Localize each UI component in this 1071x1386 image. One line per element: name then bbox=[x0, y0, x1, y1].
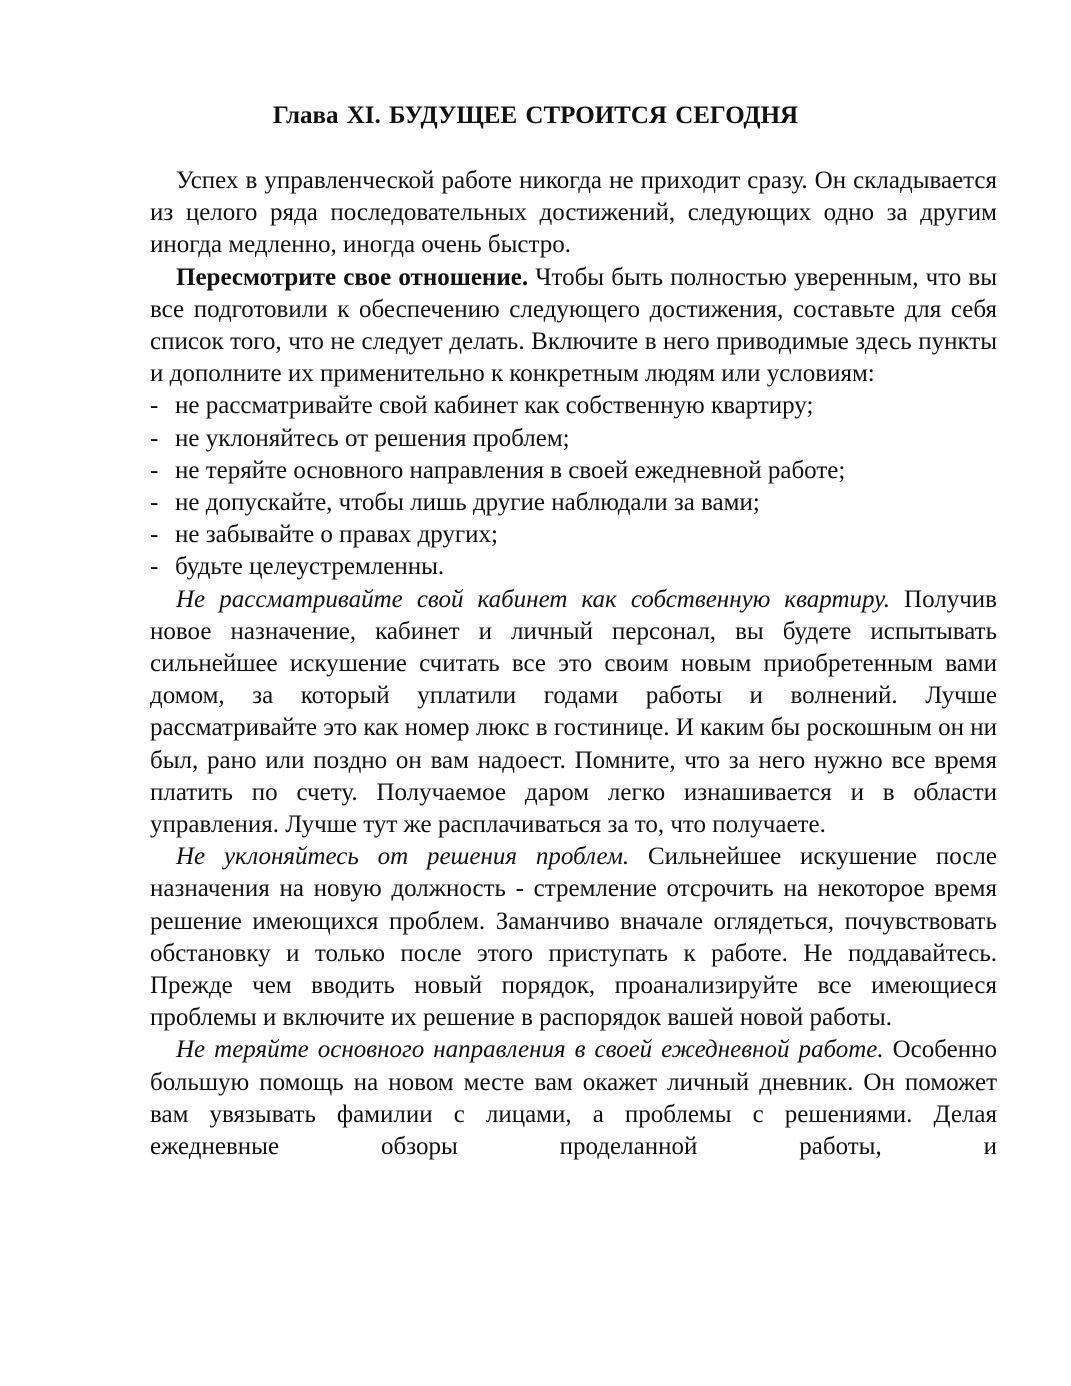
list-item-text: не рассматривайте свой кабинет как собственную квартиру; bbox=[175, 392, 814, 420]
list-item-text: будьте целеустремленны. bbox=[175, 553, 445, 581]
paragraph-text: Сильнейшее искушение после назначения на новую должность - стремление отсрочить на некоторое время решение имеющихся проблем. Заманчиво вначале оглядеться, почувствовать обстановку и только после этого приступать к работе. Не поддавайтесь. Прежде чем вводить новый порядок, проанализируйте все имеющиеся проблемы и включите их решение в распорядок вашей новой работы. bbox=[150, 843, 997, 1032]
list-item bbox=[150, 423, 997, 455]
list-item bbox=[150, 487, 997, 519]
list-item bbox=[150, 519, 997, 551]
paragraph-text: Чтобы быть полностью уверенным, что вы все подготовили к обеспечению следующего достижения, составьте для себя список того, что не следует делать. Включите в него приводимые здесь пункты и дополните их применительно к конкретным людям или условиям: bbox=[150, 263, 997, 388]
paragraph-intro: Успех в управленческой работе никогда не приходит сразу. Он складывается из целого ряда последовательных достижений, следующих одно за другим иногда медленно, иногда очень быстро. bbox=[150, 167, 997, 259]
list-item-text: не допускайте, чтобы лишь другие наблюдали за вами; bbox=[175, 489, 760, 517]
list-item bbox=[150, 455, 997, 487]
list-item bbox=[150, 390, 997, 422]
list-item-text: не забывайте о правах других; bbox=[175, 521, 498, 549]
list-dash: - bbox=[150, 424, 159, 452]
paragraph-direction bbox=[150, 1034, 997, 1163]
list-item bbox=[150, 551, 997, 583]
list-dash: - bbox=[150, 392, 159, 420]
list-dash: - bbox=[150, 456, 159, 484]
paragraph-problems bbox=[150, 841, 997, 1034]
paragraph-lead-bold: Пересмотрите свое отношение. bbox=[176, 263, 529, 291]
chapter-title: Глава XI. БУДУЩЕЕ СТРОИТСЯ СЕГОДНЯ bbox=[272, 102, 799, 129]
paragraph-reconsider bbox=[150, 262, 997, 391]
paragraph-office bbox=[150, 584, 997, 842]
list-dash: - bbox=[150, 553, 159, 581]
list-item-text: не теряйте основного направления в своей ежедневной работе; bbox=[175, 456, 846, 484]
document-body bbox=[150, 165, 997, 1163]
paragraph-text: Особенно большую помощь на новом месте вам окажет личный дневник. Он поможет вам увязывать фамилии с лицами, а проблемы с решениями. Делая ежедневные обзоры проделанной работы, и bbox=[150, 1036, 997, 1161]
paragraph-lead-italic: Не теряйте основного направления в своей ежедневной работе. bbox=[176, 1036, 884, 1064]
list-dash: - bbox=[150, 521, 159, 549]
paragraph-lead-italic: Не уклоняйтесь от решения проблем. bbox=[176, 843, 630, 871]
list-dash: - bbox=[150, 489, 159, 517]
paragraph-text: Получив новое назначение, кабинет и личный персонал, вы будете испытывать сильнейшее искушение считать все это своим новым приобретенным вами домом, за который уплатили годами работы и волнений. Лучше рассматривайте это как номер люкс в гостинице. И каким бы роскошным он ни был, рано или поздно он вам надоест. Помните, что за него нужно все время платить по счету. Получаемое даром легко изнашивается и в области управления. Лучше тут же расплачиваться за то, что получаете. bbox=[150, 585, 997, 839]
list-item-text: не уклоняйтесь от решения проблем; bbox=[175, 424, 570, 452]
paragraph-lead-italic: Не рассматривайте свой кабинет как собственную квартиру. bbox=[176, 585, 890, 613]
